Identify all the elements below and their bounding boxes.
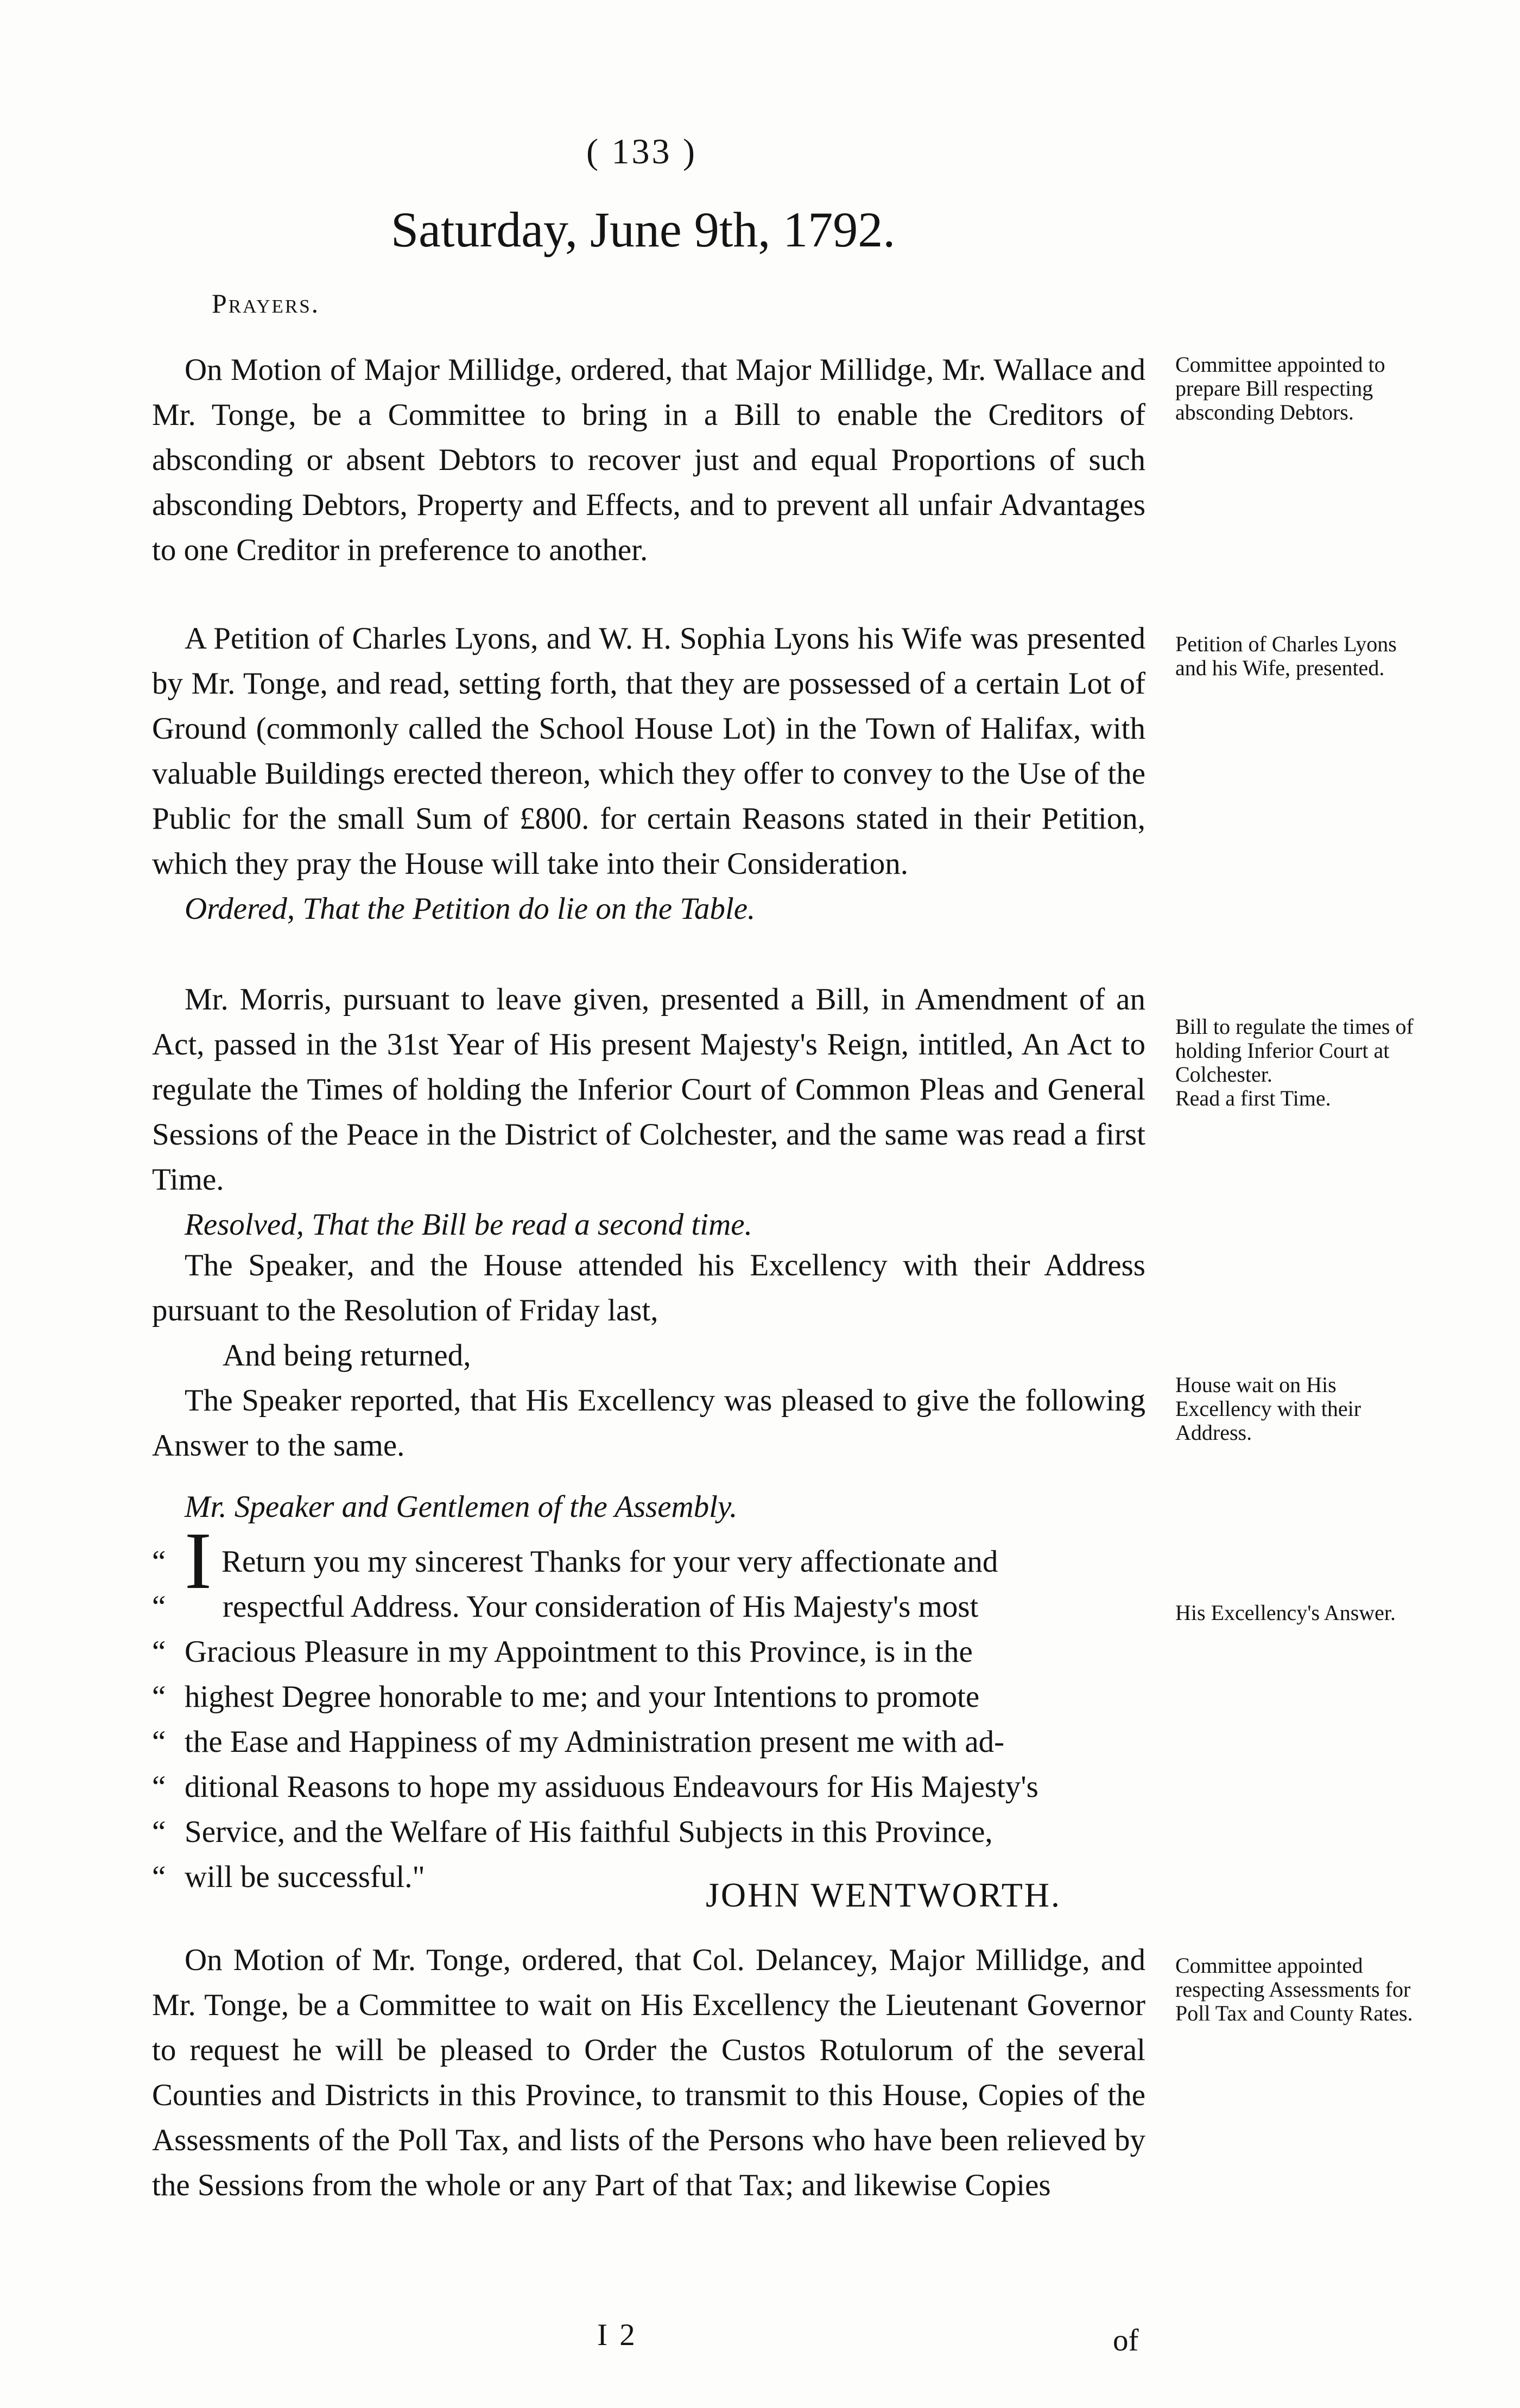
entry-text: The Speaker, and the House attended his Excellency with their Address pursuant to the Resolution of Friday last, bbox=[152, 1248, 1145, 1327]
entry-committee-absconding-debtors bbox=[152, 347, 1145, 573]
entry-report: The Speaker reported, that His Excellency was pleased to give the following Answer to the same. bbox=[152, 1383, 1145, 1463]
entry-order: Ordered, That the Petition do lie on the Table. bbox=[185, 892, 756, 926]
speech-salutation: Mr. Speaker and Gentlemen of the Assembly. bbox=[185, 1490, 738, 1524]
margin-note-bill-colchester: Bill to regulate the times of holding Inferior Court at Colchester. Read a first Time. bbox=[1175, 1015, 1425, 1110]
signature-john-wentworth: JOHN WENTWORTH. bbox=[706, 1876, 1061, 1914]
catchword: of bbox=[1113, 2323, 1139, 2358]
entry-resolution: Resolved, That the Bill be read a second time. bbox=[185, 1208, 752, 1242]
speech-line: “ Gracious Pleasure in my Appointment to this Province, is in the bbox=[152, 1635, 973, 1669]
margin-note-petition-lyons: Petition of Charles Lyons and his Wife, presented. bbox=[1175, 632, 1397, 680]
page-number: ( 133 ) bbox=[586, 132, 697, 171]
entry-committee-assessments bbox=[152, 1937, 1145, 2208]
speech-line: “ will be successful." bbox=[152, 1860, 425, 1894]
entry-bill-colchester bbox=[152, 977, 1145, 1247]
entry-text: Mr. Morris, pursuant to leave given, presented a Bill, in Amendment of an Act, passed in the 31st Year of His present Majesty's Reign, intitled, An Act to regulate the Times of holding the Inferior Court of Common Pleas and General Sessions of the Peace in the District of Colchester, and the same was read a first Time. bbox=[152, 982, 1145, 1197]
margin-note-excellency-answer: His Excellency's Answer. bbox=[1175, 1600, 1396, 1625]
speech-line: “ I Return you my sincerest Thanks for your very affectionate and bbox=[152, 1516, 998, 1606]
entry-text: On Motion of Mr. Tonge, ordered, that Col. Delancey, Major Millidge, and Mr. Tonge, be a Committee to wait on His Excellency the Lieutenant Governor to request he will be pleased to Order the Custos Rotulorum of the several Counties and Districts in this Province, to transmit to this House, Copies of the Assessments of the Poll Tax, and lists of the Persons who have been relieved by the Sessions from the whole or any Part of that Tax; and likewise Copies bbox=[152, 1943, 1145, 2202]
speech-line: “ the Ease and Happiness of my Administration present me with ad- bbox=[152, 1725, 1005, 1759]
page-date-heading: Saturday, June 9th, 1792. bbox=[391, 202, 896, 257]
speech-line: “ Service, and the Welfare of His faithful Subjects in this Province, bbox=[152, 1815, 993, 1849]
entry-text: A Petition of Charles Lyons, and W. H. Sophia Lyons his Wife was presented by Mr. Tonge, and read, setting forth, that they are possessed of a certain Lot of Ground (commonly called the School House Lot) in the Town of Halifax, with valuable Buildings erected thereon, which they offer to convey to the Use of the Public for the small Sum of £800. for certain Reasons stated in their Petition, which they pray the House will take into their Consideration. bbox=[152, 621, 1145, 881]
entry-petition-lyons bbox=[152, 616, 1145, 931]
margin-note-committee-debtors: Committee appointed to prepare Bill respecting absconding Debtors. bbox=[1175, 352, 1385, 424]
entry-house-waits-excellency bbox=[152, 1243, 1145, 1468]
margin-note-house-wait: House wait on His Excellency with their Address. bbox=[1175, 1373, 1361, 1445]
margin-note-committee-assessments: Committee appointed respecting Assessments for Poll Tax and County Rates. bbox=[1175, 1953, 1413, 2025]
excellency-answer bbox=[152, 1484, 1145, 1899]
speech-line: “ ditional Reasons to hope my assiduous Endeavours for His Majesty's bbox=[152, 1770, 1038, 1804]
speech-line: “ highest Degree honorable to me; and your Intentions to promote bbox=[152, 1680, 980, 1714]
entry-returned: And being returned, bbox=[223, 1338, 471, 1373]
speech-dropcap: I bbox=[185, 1516, 212, 1606]
speech-line: “ respectful Address. Your consideration of His Majesty's most bbox=[152, 1590, 979, 1624]
speech-body bbox=[152, 1516, 1145, 1899]
printer-signature-mark: I 2 bbox=[597, 2318, 637, 2352]
margin-note-read-first-time: Read a first Time. bbox=[1175, 1086, 1331, 1110]
prayers-heading: Prayers. bbox=[212, 288, 320, 319]
entry-text: On Motion of Major Millidge, ordered, that Major Millidge, Mr. Wallace and Mr. Tonge, be a Committee to bring in a Bill to enable the Creditors of absconding or absent Debtors to recover just and equal Proportions of such absconding Debtors, Property and Effects, and to prevent all unfair Advantages to one Creditor in preference to another. bbox=[152, 353, 1145, 567]
